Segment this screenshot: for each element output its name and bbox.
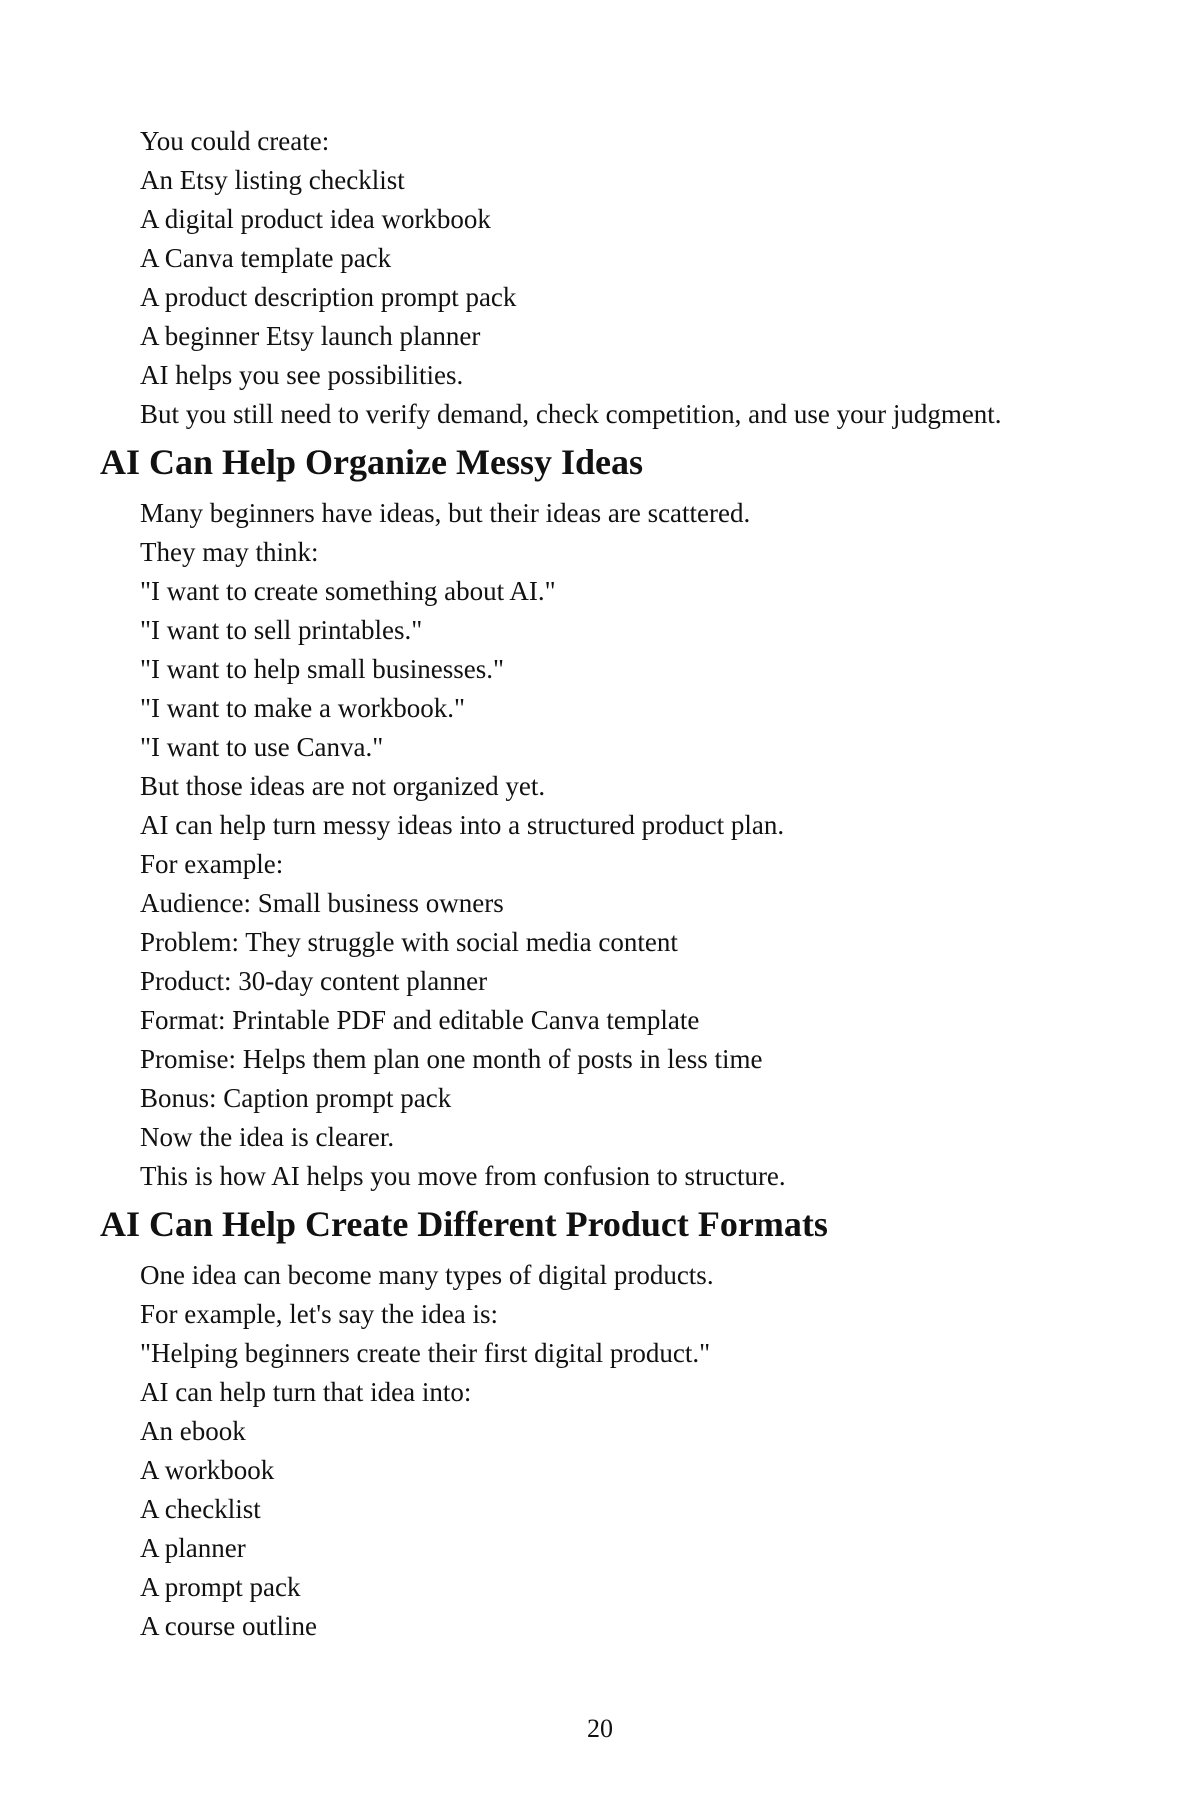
paragraph: AI can help turn that idea into: — [140, 1377, 472, 1407]
paragraph: Bonus: Caption prompt pack — [140, 1083, 452, 1113]
paragraph: Product: 30-day content planner — [140, 966, 488, 996]
section-heading: AI Can Help Organize Messy Ideas — [100, 442, 643, 482]
list-item: A course outline — [140, 1611, 317, 1641]
list-item: A checklist — [140, 1494, 261, 1524]
paragraph: Many beginners have ideas, but their ideas are scattered. — [140, 498, 751, 528]
list-item: A prompt pack — [140, 1572, 301, 1602]
paragraph: Format: Printable PDF and editable Canva template — [140, 1005, 700, 1035]
paragraph: A digital product idea workbook — [140, 204, 491, 234]
page-number: 20 — [587, 1714, 613, 1743]
page-body — [100, 122, 1056, 1646]
paragraph: AI can help turn messy ideas into a structured product plan. — [140, 810, 785, 840]
paragraph: "I want to make a workbook." — [140, 693, 465, 723]
paragraph: Promise: Helps them plan one month of posts in less time — [140, 1044, 763, 1074]
paragraph: Audience: Small business owners — [140, 888, 504, 918]
paragraph: An Etsy listing checklist — [140, 165, 405, 195]
paragraph: A Canva template pack — [140, 243, 392, 273]
paragraph: You could create: — [140, 126, 330, 156]
paragraph: But you still need to verify demand, check competition, and use your judgment. — [140, 399, 1002, 429]
paragraph: A beginner Etsy launch planner — [140, 321, 481, 351]
paragraph: "I want to create something about AI." — [140, 576, 556, 606]
paragraph: "I want to help small businesses." — [140, 654, 504, 684]
list-item: A workbook — [140, 1455, 275, 1485]
paragraph: Problem: They struggle with social media content — [140, 927, 678, 957]
paragraph: "Helping beginners create their first digital product." — [140, 1338, 711, 1368]
paragraph: They may think: — [140, 537, 319, 567]
paragraph: "I want to use Canva." — [140, 732, 384, 762]
paragraph: "I want to sell printables." — [140, 615, 423, 645]
list-item: A planner — [140, 1533, 246, 1563]
paragraph: A product description prompt pack — [140, 282, 517, 312]
paragraph: For example: — [140, 849, 284, 879]
paragraph: AI helps you see possibilities. — [140, 360, 464, 390]
list-item: An ebook — [140, 1416, 246, 1446]
paragraph: This is how AI helps you move from confusion to structure. — [140, 1161, 786, 1191]
paragraph: For example, let's say the idea is: — [140, 1299, 499, 1329]
section-heading: AI Can Help Create Different Product Formats — [100, 1204, 828, 1244]
paragraph: One idea can become many types of digital products. — [140, 1260, 714, 1290]
paragraph: But those ideas are not organized yet. — [140, 771, 546, 801]
paragraph: Now the idea is clearer. — [140, 1122, 395, 1152]
